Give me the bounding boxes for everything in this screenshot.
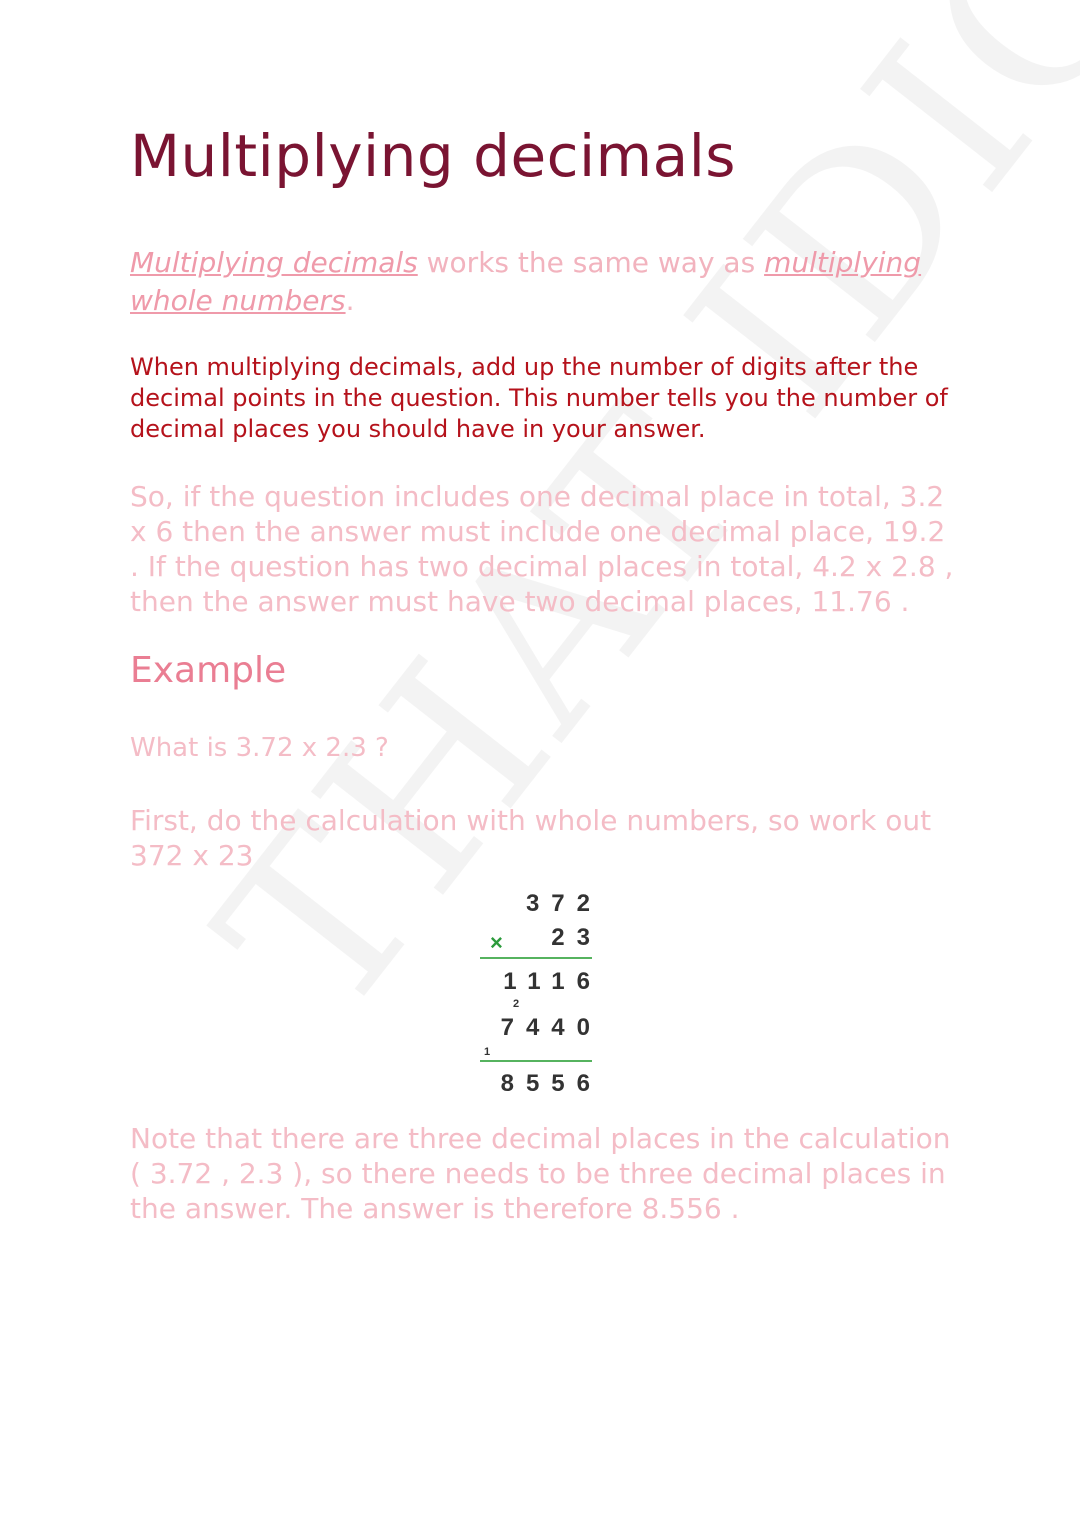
intro-paragraph [130,244,940,320]
divider-line [480,1060,592,1062]
example-heading: Example [130,650,287,691]
multiplying-whole-numbers-link[interactable]: multiplying whole numbers [130,246,922,317]
carry-digit-1: 2 [513,998,520,1010]
partial-product-1: 1116 [503,968,602,995]
page-title: Multiplying decimals [130,122,737,190]
first-step-paragraph: First, do the calculation with whole numbers, so work out 372 x 23 [130,804,932,872]
multiplier: 23 [551,924,602,951]
intro-end-text: . [345,284,355,317]
explanation-paragraph: So, if the question includes one decimal place in total, 3.2 x 6 then the answer must include one decimal place, 19.2 . If the question has two decimal places in total, 4.2 x 2.8 , then the answer must have two decimal places, 11.76 . [130,480,954,618]
rule-paragraph: When multiplying decimals, add up the number of digits after the decimal points in the question. This number tells you the number of decimal places you should have in your answer. [130,353,948,443]
example-question: What is 3.72 x 2.3 ? [130,733,389,763]
partial-product-2: 7440 [500,1014,602,1041]
multiply-sign: × [490,930,503,955]
divider-line [480,957,592,959]
final-product: 8556 [500,1070,602,1097]
carry-digit-2: 1 [484,1046,491,1058]
note-paragraph: Note that there are three decimal places in the calculation ( 3.72 , 2.3 ), so there needs to be three decimal places in the answer. The answer is therefore 8.556 . [130,1122,951,1225]
multiplicand: 372 [525,890,602,917]
intro-middle-text: works the same way as [417,246,765,279]
long-multiplication [476,880,602,1097]
multiplying-decimals-link[interactable]: Multiplying decimals [130,246,418,279]
